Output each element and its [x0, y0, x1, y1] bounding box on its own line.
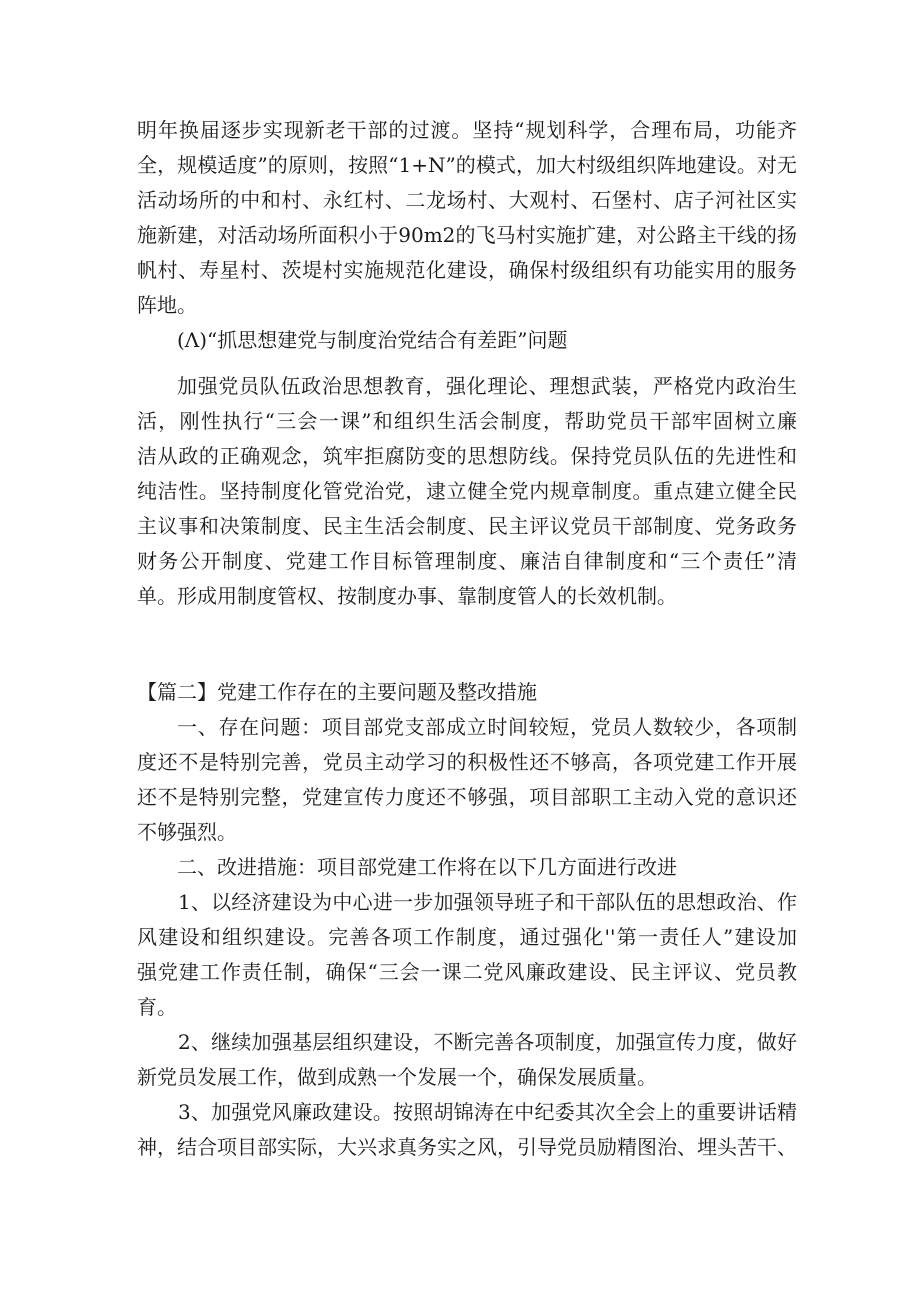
body-text-line: 阵地。	[137, 293, 197, 317]
body-text-line: 主议事和决策制度、民主生活会制度、民主评议党员干部制度、党务政务	[137, 514, 797, 538]
body-text-line: 明年换届逐步实现新老干部的过渡。坚持“规划科学，合理布局，功能齐	[137, 118, 797, 142]
body-text-line: 风建设和组织建设。完善各项工作制度，通过强化''第一责任人”建设加	[137, 925, 797, 949]
body-text-line: 2、继续加强基层组织建设，不断完善各项制度，加强宣传力度，做好	[178, 1030, 797, 1054]
body-text-line: 活，刚性执行“三会一课”和组织生活会制度，帮助党员干部牢固树立廉	[137, 409, 797, 433]
body-text-line: 纯洁性。坚持制度化管党治党，逮立健全党内规章制度。重点建立健全民	[137, 479, 797, 503]
body-text-line: 度还不是特别完善，党员主动学习的积极性还不够高，各项党建工作开展	[137, 750, 797, 774]
body-text-line: 3、加强党风廉政建设。按照胡锦涛在中纪委其次全会上的重要讲话精	[178, 1100, 797, 1124]
body-text-line: 财务公开制度、党建工作目标管理制度、廉洁自律制度和“三个责任”清	[137, 549, 797, 573]
body-text-line: 单。形成用制度管权、按制度办事、靠制度管人的长效机制。	[137, 584, 677, 608]
body-text-line: 洁从政的正确观念，筑牢拒腐防变的思想防线。保持党员队伍的先进性和	[137, 444, 797, 468]
body-text-line: 全，规模适度”的原则，按照“1+N”的模式，加大村级组织阵地建设。对无	[137, 153, 797, 177]
body-text-line: 施新建，对活动场所面积小于90m2的飞马村实施扩建，对公路主干线的扬	[137, 223, 797, 247]
body-text-line: 新党员发展工作，做到成熟一个发展一个，确保发展质量。	[137, 1065, 657, 1089]
body-text-line: 强党建工作责任制，确保“三会一课二党风廉政建设、民主评议、党员教	[137, 960, 797, 984]
body-text-line: 一、存在问题：项目部党支部成立时间较短，党员人数较少，各项制	[177, 715, 797, 739]
body-text-line: 神，结合项目部实际，大兴求真务实之风，引导党员励精图治、埋头苦干、	[137, 1135, 797, 1159]
body-text-line: 1、以经济建设为中心进一步加强领导班子和干部队伍的思想政治、作	[178, 890, 797, 914]
body-text-line: 还不是特别完整，党建宣传力度还不够强，项目部职工主动入党的意识还	[137, 785, 797, 809]
section-heading: (Λ)“抓思想建党与制度治党结合有差距”问题	[177, 328, 568, 352]
body-text-line: 活动场所的中和村、永红村、二龙场村、大观村、石堡村、店子河社区实	[137, 188, 797, 212]
body-text-line: 不够强烈。	[137, 820, 237, 844]
section-title: 【篇二】党建工作存在的主要问题及整改措施	[137, 680, 537, 704]
subsection-heading: 二、改进措施：项目部党建工作将在以下几方面进行改进	[177, 855, 677, 879]
body-text-line: 帆村、寿星村、茨堤村实施规范化建设，确保村级组织有功能实用的服务	[137, 258, 797, 282]
body-text-line: 加强党员队伍政治思想教育，强化理论、理想武装，严格党内政治生	[177, 374, 797, 398]
body-text-line: 育。	[137, 995, 177, 1019]
